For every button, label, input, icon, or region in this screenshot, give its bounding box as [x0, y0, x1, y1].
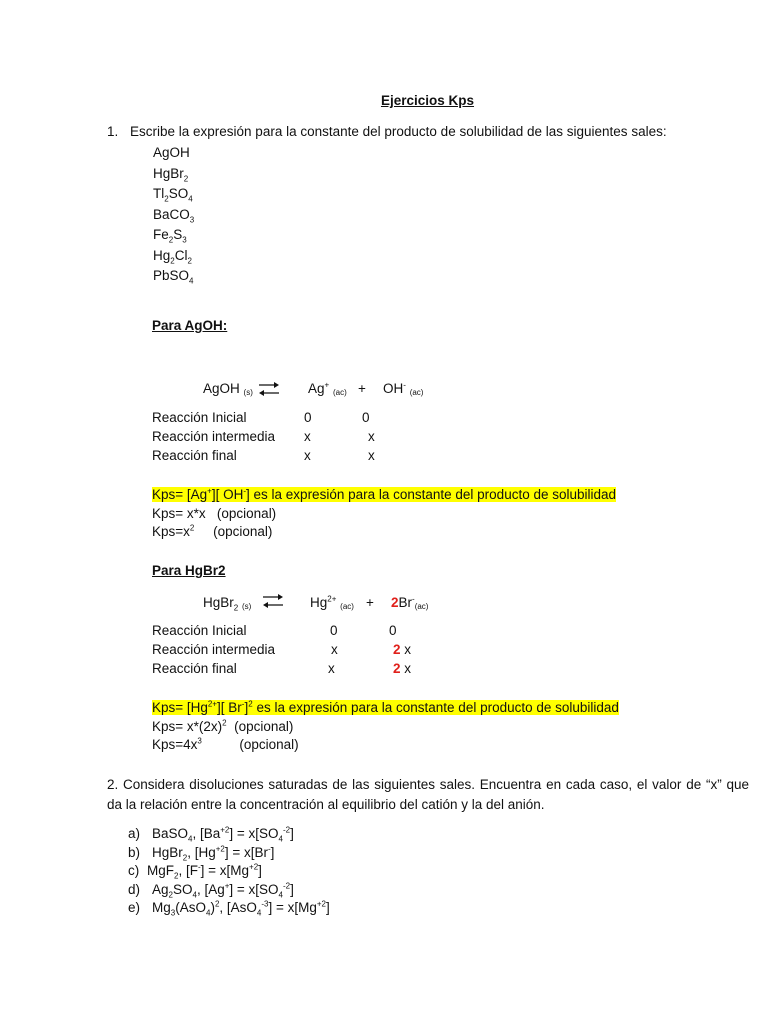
formula-part: ] = x[Mg	[200, 863, 250, 878]
formula-part: HgBr	[152, 844, 183, 860]
hgbr2-line3-sup: 3	[197, 736, 202, 746]
hgbr2-line2-a: Kps= x*(2x)	[152, 719, 223, 734]
formula-part: Cl	[174, 247, 188, 263]
agoh-kps-sup2: -	[243, 486, 247, 496]
formula-part: -3	[261, 899, 269, 909]
q2-item-formula	[152, 881, 294, 900]
formula-part: +2	[215, 844, 225, 853]
formula-part: ]	[270, 844, 275, 860]
q2-item-formula	[147, 862, 262, 881]
agoh-heading: Para AgOH:	[152, 318, 228, 333]
ice-anion-value	[393, 661, 411, 676]
agoh-cation-charge: +	[324, 380, 330, 390]
ice-cation-value: x	[331, 642, 338, 657]
ice-cation-value: 0	[304, 410, 312, 425]
formula-part: ] = x[Mg	[268, 900, 317, 915]
salt-item	[153, 186, 193, 204]
hgbr2-kps-prefix: Kps= [Hg	[152, 700, 208, 715]
agoh-line3-sup: 2	[189, 523, 195, 533]
formula-part: ]	[258, 863, 262, 878]
formula-part: 4	[205, 908, 211, 918]
agoh-anion-charge: -	[403, 380, 406, 390]
ice-row-label: Reacción intermedia	[152, 429, 276, 444]
agoh-kps-line3	[152, 524, 272, 539]
ice-row-label: Reacción Inicial	[152, 410, 247, 425]
formula-part: 4	[278, 834, 283, 844]
agoh-line3-a: Kps=x	[152, 524, 190, 539]
ice-anion-value	[393, 642, 411, 657]
formula-part: , [Hg	[187, 844, 216, 860]
hgbr2-anion-state: (ac)	[414, 602, 429, 611]
question-1-number: 1.	[107, 124, 119, 139]
formula-part: 4	[192, 890, 197, 900]
salt-item	[153, 227, 187, 245]
formula-part: )	[210, 900, 215, 915]
formula-part: 2	[174, 871, 179, 881]
formula-part: HgBr	[153, 165, 184, 181]
q2-item-letter: a)	[128, 826, 141, 841]
hgbr2-cation	[310, 595, 354, 611]
agoh-anion	[383, 381, 423, 397]
formula-part: S	[173, 227, 183, 242]
q2-item-formula	[152, 844, 275, 863]
hgbr2-kps-suffix: es la expresión para la constante del producto de solubilidad	[252, 700, 619, 715]
agoh-anion-symbol: OH	[383, 381, 404, 396]
formula-part: +	[224, 881, 230, 890]
salt-item	[153, 165, 189, 184]
agoh-kps-mid: ][ OH	[211, 487, 244, 502]
agoh-reactant-formula: AgOH	[203, 381, 240, 396]
salt-item	[153, 268, 194, 286]
formula-part: Tl	[153, 186, 165, 201]
formula-part: 4	[278, 890, 283, 900]
formula-part: 4	[256, 908, 262, 918]
agoh-plus: +	[358, 381, 366, 396]
formula-part: 4	[189, 276, 194, 286]
hgbr2-line3-a: Kps=4x	[152, 737, 198, 752]
formula-part: ]	[290, 881, 294, 897]
ice-anion-value: 0	[362, 410, 370, 425]
agoh-kps-expression	[152, 487, 616, 502]
salt-item	[153, 206, 195, 225]
hgbr2-kps-sup3: 2	[248, 699, 253, 709]
ice-coefficient: 2	[393, 642, 401, 657]
agoh-cation	[308, 381, 347, 397]
q2-item-letter: e)	[128, 900, 141, 915]
formula-part: 2	[164, 194, 169, 204]
hgbr2-reactant-sub: 2	[233, 603, 239, 613]
formula-part: ] = x[Br	[224, 844, 268, 860]
hgbr2-kps-sup1: 2+	[207, 699, 218, 709]
salt-item: AgOH	[153, 145, 190, 160]
hgbr2-kps-mid: ][ Br	[217, 700, 242, 715]
hgbr2-anion	[391, 595, 428, 611]
formula-part: BaSO	[152, 826, 189, 841]
q2-item-letter: b)	[128, 844, 141, 860]
formula-part: MgF	[147, 863, 174, 878]
q2-item-formula	[152, 825, 294, 844]
question-1-prompt: Escribe la expresión para la constante del producto de solubilidad de las siguientes sales:	[130, 124, 667, 139]
formula-part: 2	[214, 899, 220, 909]
formula-part: Fe	[153, 227, 169, 242]
hgbr2-anion-symbol: Br	[398, 595, 413, 610]
formula-part: ] = x[SO	[229, 826, 279, 841]
hgbr2-anion-coefficient: 2	[391, 595, 399, 610]
formula-part: -	[197, 862, 201, 872]
formula-part: 3	[189, 215, 195, 225]
hgbr2-kps-sup2: -	[241, 699, 245, 709]
hgbr2-line2-sup: 2	[222, 718, 227, 728]
ice-coefficient: 2	[393, 661, 401, 676]
formula-part: ]	[290, 826, 294, 841]
hgbr2-kps-line3	[152, 737, 299, 752]
formula-part: Hg	[153, 247, 171, 263]
formula-part: -2	[282, 825, 291, 835]
page-title: Ejercicios Kps	[380, 93, 475, 108]
formula-part: 4	[188, 834, 193, 844]
formula-part: 2	[182, 853, 188, 863]
hgbr2-cation-state: (ac)	[340, 602, 354, 611]
agoh-kps-line2: Kps= x*x (opcional)	[152, 506, 277, 521]
ice-cation-value: x	[304, 448, 311, 463]
formula-part: SO	[168, 186, 189, 201]
ice-cation-value: x	[304, 429, 311, 444]
hgbr2-reactant-state: (s)	[241, 602, 252, 611]
hgbr2-line2-b: (opcional)	[226, 719, 294, 734]
agoh-kps-suffix: ] es la expresión para la constante del producto de solubilidad	[246, 487, 617, 502]
agoh-line3-b: (opcional)	[194, 524, 273, 539]
q2-item-formula	[152, 899, 330, 918]
formula-part: ] = x[SO	[229, 881, 279, 897]
formula-part: PbSO	[153, 268, 190, 283]
ice-anion-text: x	[400, 661, 412, 676]
ice-anion-value: 0	[389, 623, 397, 638]
formula-part: -2	[282, 881, 291, 890]
agoh-reactant-state: (s)	[243, 388, 253, 397]
hgbr2-kps-expression	[152, 700, 619, 715]
hgbr2-cation-charge: 2+	[327, 594, 337, 604]
ice-row-label: Reacción intermedia	[152, 642, 276, 657]
formula-part: 2	[168, 235, 174, 245]
agoh-kps-prefix: Kps= [Ag	[152, 487, 208, 502]
q2-item-letter: d)	[128, 881, 141, 897]
formula-part: 4	[188, 194, 193, 204]
formula-part: , [AsO	[219, 900, 257, 915]
ice-row-label: Reacción final	[152, 661, 237, 676]
formula-part: , [Ba	[192, 826, 221, 841]
hgbr2-anion-charge: -	[412, 594, 415, 604]
hgbr2-cation-symbol: Hg	[310, 595, 328, 610]
agoh-kps-sup1: +	[207, 486, 212, 496]
formula-part: 2	[170, 256, 175, 266]
hgbr2-plus: +	[366, 595, 374, 610]
hgbr2-reactant-formula: HgBr	[203, 595, 234, 610]
formula-part: +2	[249, 862, 259, 872]
formula-part: -	[268, 844, 271, 853]
formula-part: , [F	[178, 863, 198, 878]
agoh-cation-state: (ac)	[332, 388, 347, 397]
hgbr2-kps-line2	[152, 719, 293, 734]
formula-part: (AsO	[175, 900, 206, 915]
formula-part: +2	[316, 899, 326, 909]
formula-part: 3	[182, 235, 187, 245]
formula-part: ]	[326, 900, 330, 915]
ice-anion-value: x	[368, 448, 375, 463]
question-2-prompt: 2. Considera disoluciones saturadas de las siguientes sales. Encuentra en cada caso, el valor de “x” que da la relación entre la concentración al equilibrio del catión y la del anión.	[107, 777, 749, 812]
ice-anion-value: x	[368, 429, 375, 444]
agoh-reactant	[203, 381, 253, 397]
formula-part: 2	[168, 890, 173, 900]
hgbr2-line3-b: (opcional)	[201, 737, 299, 752]
formula-part: BaCO	[153, 206, 190, 222]
formula-part: +2	[220, 825, 230, 835]
formula-part: 2	[187, 256, 192, 266]
equilibrium-arrows-icon	[257, 378, 281, 400]
salt-item	[153, 247, 192, 266]
formula-part: Mg	[152, 900, 171, 915]
q2-item-letter: c)	[128, 863, 140, 878]
formula-part: 3	[170, 908, 176, 918]
ice-row-label: Reacción final	[152, 448, 237, 463]
ice-cation-value: 0	[330, 623, 338, 638]
ice-cation-value: x	[328, 661, 335, 676]
formula-part: SO	[172, 881, 193, 897]
equilibrium-arrows-icon	[261, 590, 285, 612]
formula-part: , [Ag	[196, 881, 225, 897]
ice-row-label: Reacción Inicial	[152, 623, 247, 638]
agoh-cation-symbol: Ag	[308, 381, 325, 396]
formula-part: 2	[183, 174, 189, 184]
hgbr2-heading: Para HgBr2	[152, 563, 226, 578]
hgbr2-kps-close: ]	[244, 700, 249, 715]
ice-anion-text: x	[400, 642, 412, 657]
hgbr2-reactant	[203, 595, 251, 611]
agoh-anion-state: (ac)	[409, 388, 424, 397]
formula-part: Ag	[152, 881, 169, 897]
